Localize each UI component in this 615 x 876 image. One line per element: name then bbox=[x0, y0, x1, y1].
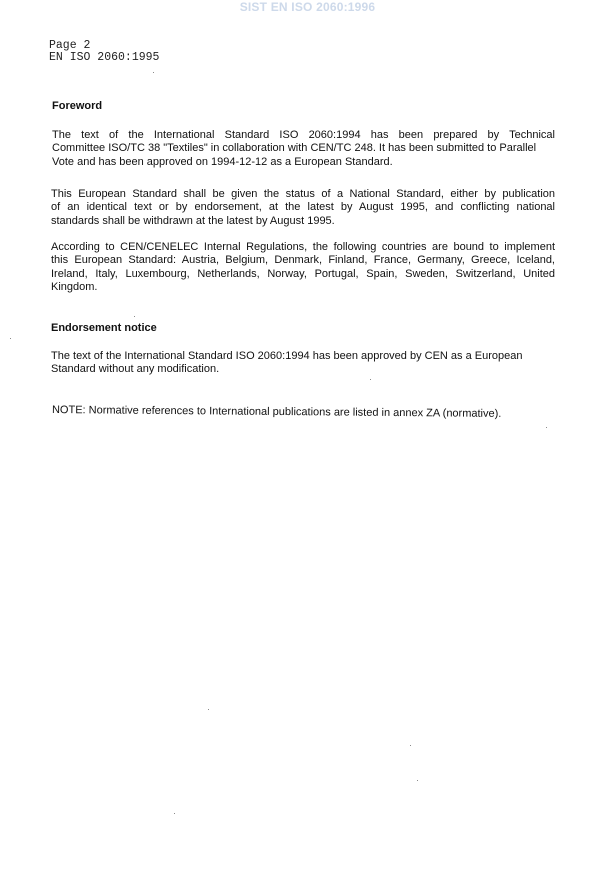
scan-speck bbox=[208, 709, 209, 710]
foreword-p1-line-1: The text of the International Standard ISO 2060:1994 has been prepared by Technical bbox=[52, 129, 555, 141]
foreword-p1-line-2: Committee ISO/TC 38 "Textiles" in collaboration with CEN/TC 248. It has been submitted to Parallel bbox=[52, 142, 537, 155]
scan-speck bbox=[546, 427, 547, 428]
foreword-p3-line-3: Ireland, Italy, Luxembourg, Netherlands, Norway, Portugal, Spain, Sweden, Switzerland, United bbox=[51, 267, 555, 280]
endorsement-line-2: Standard without any modification. bbox=[51, 363, 220, 376]
foreword-paragraph-2 bbox=[51, 188, 555, 228]
scan-speck bbox=[174, 813, 175, 814]
scan-speck bbox=[134, 316, 135, 317]
foreword-heading: Foreword bbox=[52, 100, 103, 112]
page-label: Page 2 bbox=[49, 39, 91, 52]
foreword-p3-line-2: this European Standard: Austria, Belgium, Denmark, Finland, France, Germany, Greece, Iceland, bbox=[51, 254, 555, 267]
scan-speck bbox=[370, 379, 371, 380]
endorsement-heading: Endorsement notice bbox=[51, 322, 157, 334]
normative-note: NOTE: Normative references to International publications are listed in annex ZA (normative). bbox=[51, 404, 502, 420]
foreword-paragraph-3 bbox=[51, 241, 555, 295]
scan-speck bbox=[153, 72, 154, 73]
page-header bbox=[49, 40, 159, 64]
foreword-p1-line-3: Vote and has been approved on 1994-12-12 as a European Standard. bbox=[52, 155, 393, 168]
foreword-p3-line-4: Kingdom. bbox=[51, 281, 98, 294]
watermark: SIST EN ISO 2060:1996 bbox=[239, 0, 376, 14]
scan-speck bbox=[10, 338, 11, 339]
foreword-p2-line-1: This European Standard shall be given the status of a National Standard, either by publication bbox=[51, 188, 555, 200]
foreword-paragraph-1 bbox=[52, 129, 555, 169]
foreword-p3-line-1: According to CEN/CENELEC Internal Regulations, the following countries are bound to implement bbox=[51, 241, 555, 253]
foreword-p2-line-3: standards shall be withdrawn at the latest by August 1995. bbox=[51, 214, 335, 227]
endorsement-paragraph bbox=[51, 350, 523, 377]
standard-id: EN ISO 2060:1995 bbox=[49, 51, 160, 64]
scan-speck bbox=[410, 745, 411, 746]
foreword-p2-line-2: of an identical text or by endorsement, at the latest by August 1995, and conflicting national bbox=[51, 201, 555, 214]
scan-speck bbox=[417, 780, 418, 781]
endorsement-line-1: The text of the International Standard ISO 2060:1994 has been approved by CEN as a European bbox=[51, 350, 523, 362]
